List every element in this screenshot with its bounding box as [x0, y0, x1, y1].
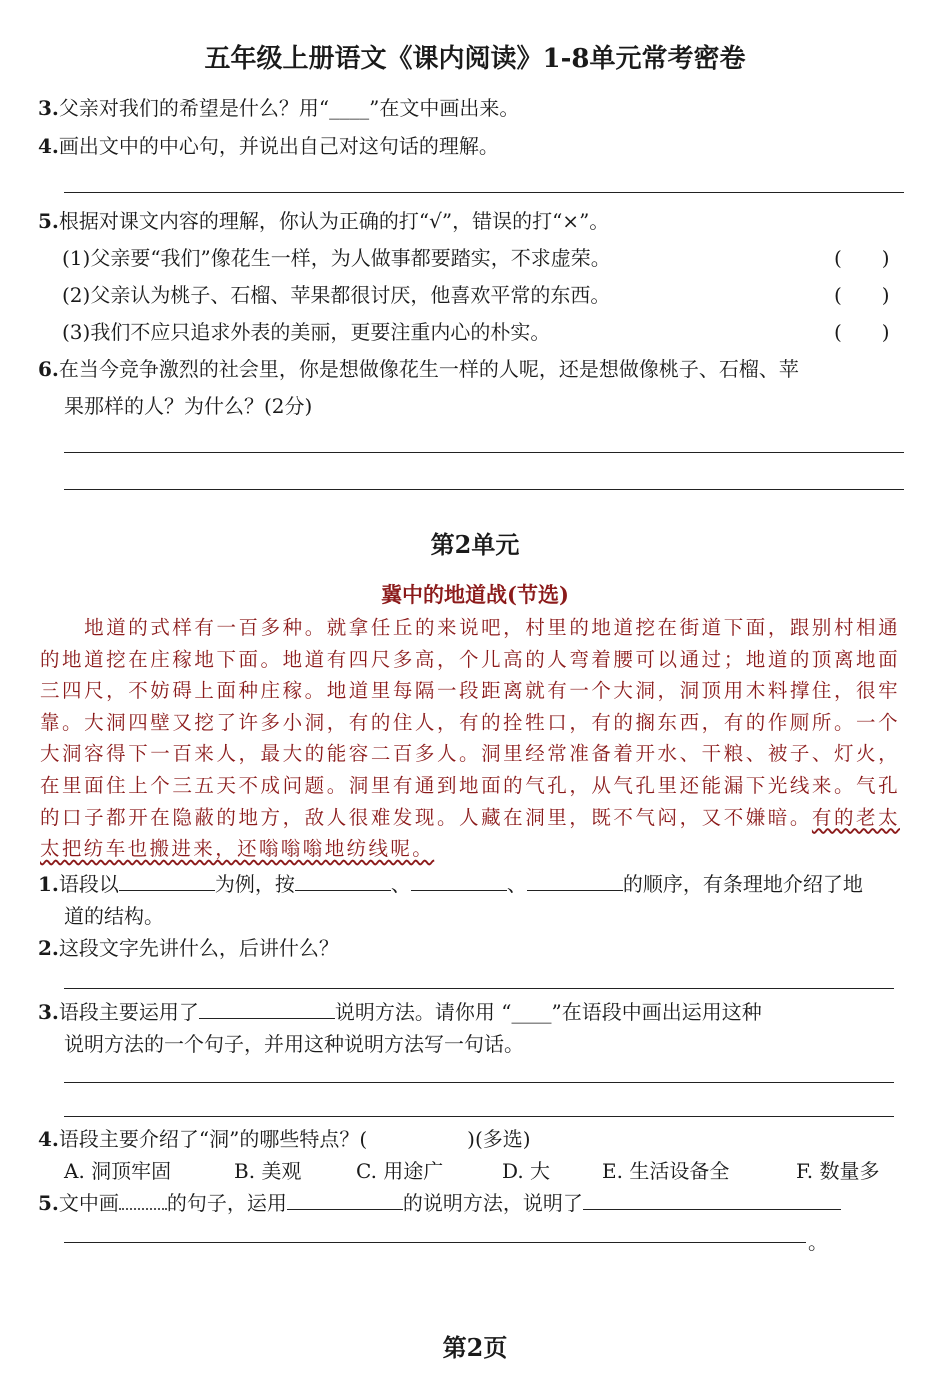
answer-line[interactable] — [64, 1242, 806, 1243]
answer-blank[interactable] — [295, 872, 391, 891]
wavy-blank — [119, 1208, 167, 1210]
question-3: 3.父亲对我们的希望是什么？用“____”在文中画出来。 — [38, 96, 520, 120]
answer-line[interactable] — [64, 988, 894, 989]
u2-question-3-line2: 说明方法的一个句子，并用这种说明方法写一句话。 — [64, 1032, 524, 1056]
question-6: 6.在当今竞争激烈的社会里，你是想做像花生一样的人呢，还是想做像桃子、石榴、苹 — [38, 357, 799, 381]
q5-item-3: (3)我们不应只追求外表的美丽，更要注重内心的朴实。 — [62, 320, 551, 344]
option-f[interactable]: F. 数量多 — [796, 1159, 880, 1183]
page-number: 第2页 — [442, 1333, 508, 1362]
answer-blank[interactable] — [527, 872, 623, 891]
question-4: 4.画出文中的中心句，并说出自己对这句话的理解。 — [38, 134, 499, 158]
end-period: 。 — [808, 1230, 828, 1254]
answer-line[interactable] — [64, 489, 904, 490]
wavy-sentence: 有的老太太把纺车也搬进来，还嗡嗡嗡地纺线呢。 — [40, 805, 900, 861]
u2-question-5: 5.文中画 的句子，运用 的说明方法，说明了 — [38, 1187, 841, 1216]
question-6-line2: 果那样的人？为什么？(2分) — [64, 394, 313, 418]
answer-line[interactable] — [64, 1082, 894, 1083]
u2-question-2: 2.这段文字先讲什么，后讲什么？ — [38, 936, 339, 960]
question-5: 5.根据对课文内容的理解，你认为正确的打“√”，错误的打“×”。 — [38, 209, 610, 233]
u2-question-1-line2: 道的结构。 — [64, 904, 164, 928]
q5-item-1: (1)父亲要“我们”像花生一样，为人做事都要踏实，不求虚荣。 — [62, 246, 611, 270]
passage-text: 地道的式样有一百多种。就拿任丘的来说吧，村里的地道挖在街道下面，跟别村相通的地道挖在庄稼地下面。地道有四尺多高，个儿高的人弯着腰可以通过；地道的顶离地面三四尺，不妨碍上面种庄稼。地道里每隔一段距离就有一个大洞，洞顶用木料撑住，很牢靠。大洞四壁又挖了许多小洞，有的住人，有的拴牲口，有的搁东西，有的作厕所。一个大洞容得下一百来人，最大的能容二百多人。洞里经常准备着开水、干粮、被子、灯火，在里面住上个三五天不成问题。洞里有通到地面的气孔，从气孔里还能漏下光线来。气孔的口子都开在隐蔽的地方，敌人很难发现。人藏在洞里，既不气闷，又不嫌暗。 — [40, 616, 900, 829]
option-d[interactable]: D. 大 — [502, 1159, 551, 1183]
page-title: 五年级上册语文《课内阅读》1-8单元常考密卷 — [204, 44, 746, 74]
answer-paren[interactable]: ( ) — [834, 320, 890, 344]
u2-question-3: 3.语段主要运用了 说明方法。请你用 “____”在语段中画出运用这种 — [38, 1000, 762, 1024]
unit-heading: 第2单元 — [430, 530, 520, 559]
answer-line[interactable] — [64, 192, 904, 193]
passage — [40, 612, 900, 865]
answer-line[interactable] — [64, 1116, 894, 1117]
q5-item-2: (2)父亲认为桃子、石榴、苹果都很讨厌，他喜欢平常的东西。 — [62, 283, 611, 307]
answer-blank[interactable] — [583, 1191, 841, 1210]
answer-blank[interactable] — [199, 1000, 335, 1019]
passage-title: 冀中的地道战(节选) — [381, 582, 569, 607]
option-a[interactable]: A. 洞顶牢固 — [64, 1159, 172, 1183]
answer-paren[interactable]: ( ) — [834, 283, 890, 307]
u2-question-1: 1.语段以 为例，按 、 、 的顺序，有条理地介绍了地 — [38, 872, 863, 896]
answer-blank[interactable] — [411, 872, 507, 891]
answer-line[interactable] — [64, 452, 904, 453]
answer-paren[interactable]: ( ) — [834, 246, 890, 270]
option-e[interactable]: E. 生活设备全 — [602, 1159, 730, 1183]
u2-question-4: 4.语段主要介绍了“洞”的哪些特点？( )(多选) — [38, 1127, 531, 1151]
answer-blank[interactable] — [119, 872, 215, 891]
option-c[interactable]: C. 用途广 — [356, 1159, 444, 1183]
answer-blank[interactable] — [287, 1191, 403, 1210]
option-b[interactable]: B. 美观 — [234, 1159, 302, 1183]
